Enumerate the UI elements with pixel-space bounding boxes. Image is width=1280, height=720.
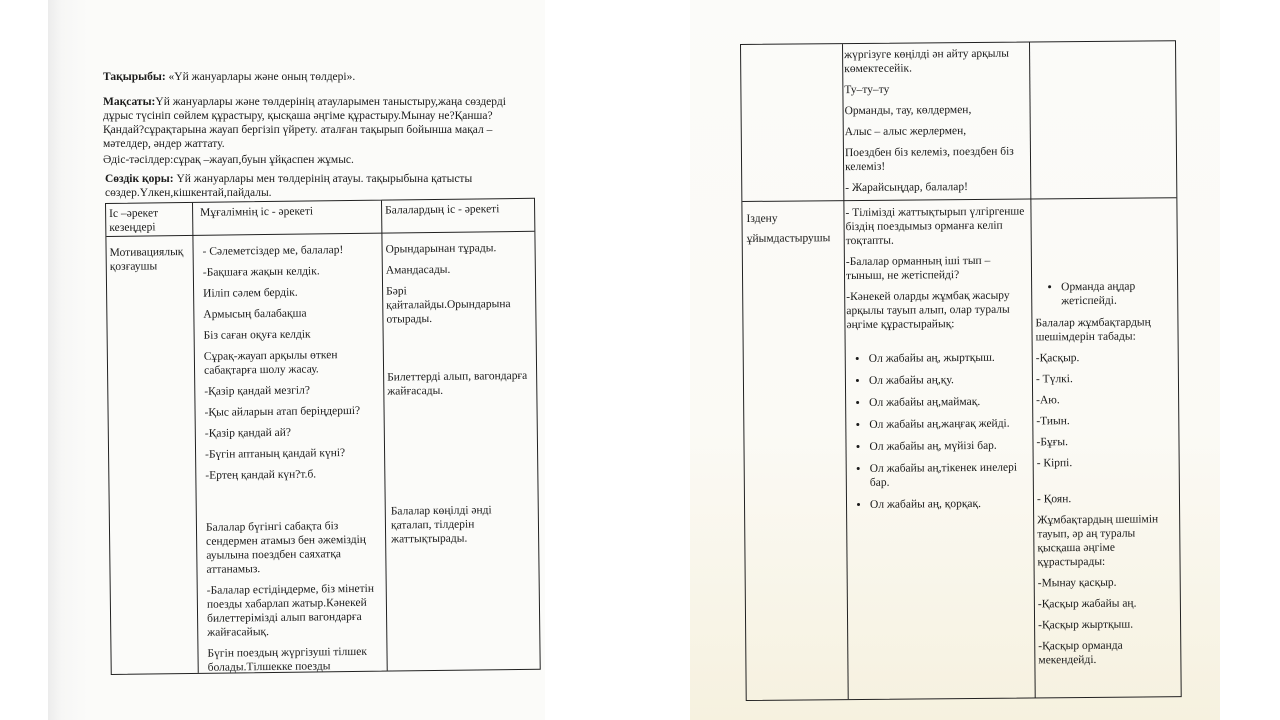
riddle-item: • Ол жабайы аң, қорқақ. xyxy=(870,496,1030,511)
story-line: -Қасқыр жабайы аң. xyxy=(1037,597,1137,611)
header-teacher: Мұғалімнің іс - әрекеті xyxy=(200,205,314,219)
teacher-line: - Жарайсыңдар, балалар! xyxy=(845,181,969,195)
teacher-line: Ту–ту–ту xyxy=(844,83,890,97)
stage-motivational: Мотивациялық қозғаушы xyxy=(109,246,184,273)
riddle-list xyxy=(847,350,1030,512)
riddle-item: • Ол жабайы аң, жыртқыш. xyxy=(869,350,1029,365)
column-divider xyxy=(1029,42,1036,697)
teacher-line: Балалар бүгінгі сабақта біз сендермен атамыз бен әжеміздің ауылына поездбен саяхатқа аттанамыз. xyxy=(205,520,367,576)
teacher-line: Иіліп сәлем бердік. xyxy=(203,286,298,300)
riddle-item: • Ол жабайы аң,жаңғақ жейді. xyxy=(869,416,1029,431)
children-bullet: • Орманда аңдар жетіспейді. xyxy=(1061,279,1173,308)
teacher-line: Армысың балабақша xyxy=(203,307,307,321)
answer-item: -Тиын. xyxy=(1036,415,1070,428)
story-line: -Мынау қасқыр. xyxy=(1037,576,1117,590)
column-divider xyxy=(192,203,199,673)
children-bullet-list xyxy=(1035,279,1173,308)
vocabulary-text: Үй жануарлары мен төлдерінің атауы. тақырыбына қатысты сөздер.Үлкен,кішкентай,пайдалы. xyxy=(105,173,473,199)
teacher-song-block xyxy=(844,47,1027,203)
lesson-table-right xyxy=(740,40,1182,701)
children-line: Амандасады. xyxy=(385,263,451,277)
left-page xyxy=(48,0,545,720)
teacher-line: -Ертең қандай күн?т.б. xyxy=(205,468,317,482)
teacher-column-part1 xyxy=(203,243,382,490)
children-line: Орындарынан тұрады. xyxy=(385,242,497,256)
goal-text: Үй жануарлары және төлдерінің атауларымен таныстыру,жаңа сөздерді дұрыс түсініп сөйлем құрастыру, қысқаша әңгіме құрастыру.Мынау не?Қанша?Қандай?сұрақтарына жауап бергізіп үйрету. аталған тақырып бойынша мақал – мәтелдер, әндер жаттату. xyxy=(103,96,506,150)
teacher-column-part2 xyxy=(206,519,384,682)
answer-item: -Қасқыр. xyxy=(1035,352,1080,365)
teacher-line: -Балалар естідіңдерме, біз мінетін поезды хабарлап жатыр.Кәнекей билеттерімізді алып вагондарға жайғасайық. xyxy=(206,582,375,639)
header-stages: Іс –әрекет кезеңдері xyxy=(109,207,159,234)
teacher-line: -Бақшаға жақын келдік. xyxy=(202,265,320,279)
vocabulary-paragraph xyxy=(105,172,525,200)
teacher-line: -Балалар орманның іші тып – тыныш, не жетіспейді? xyxy=(845,254,991,283)
goal-label: Мақсаты: xyxy=(103,96,156,108)
right-page xyxy=(690,0,1220,720)
methods-line: Әдіс-тәсілдер:сұрақ –жауап,буын ұйқаспен жұмыс. xyxy=(103,154,354,166)
lesson-table-left xyxy=(105,198,541,675)
riddle-item: • Ол жабайы аң,тікенек инелері бар. xyxy=(870,460,1030,489)
vocabulary-label: Сөздік қоры: xyxy=(105,173,174,185)
teacher-line: - Тілімізді жаттықтырып үлгіргенше біздің поездымыз орманға келіп тоқтапты. xyxy=(845,205,1025,248)
teacher-line: Сұрақ-жауап арқылы өткен сабақтарға шолу жасау. xyxy=(203,349,338,377)
children-column-part1 xyxy=(386,241,533,334)
teacher-line: -Қазір қандай ай? xyxy=(204,426,292,440)
stage-search: Іздену ұйымдастырушы xyxy=(746,212,831,245)
teacher-line: Алыс – алыс жерлермен, xyxy=(844,125,967,139)
story-line: -Қасқыр орманда мекендейді. xyxy=(1038,639,1123,667)
teacher-line: Поездбен біз келеміз, поездбен біз келеміз! xyxy=(844,145,1014,174)
children-find-text: Балалар жұмбақтардың шешімдерін табады: xyxy=(1035,316,1151,344)
topic-text: «Үй жануарлары және оның төлдері». xyxy=(168,71,356,83)
answer-item: -Аю. xyxy=(1036,394,1060,407)
children-line: Бәрі қайталайды.Орындарына отырады. xyxy=(386,285,511,326)
answer-item: - Қоян. xyxy=(1036,493,1072,506)
topic-line xyxy=(103,70,523,84)
children-search-block xyxy=(1035,279,1176,674)
teacher-line: -Кәнекей оларды жұмбақ жасыру арқылы тауып алып, олар туралы әңгіме құрастырайық: xyxy=(846,289,1010,332)
teacher-line: жүргізуге көңілді ән айту арқылы көмектесейік. xyxy=(844,47,1009,76)
riddle-item: • Ол жабайы аң,қу. xyxy=(869,372,1029,387)
answer-item: - Кірпі. xyxy=(1036,457,1073,470)
riddle-item: • Ол жабайы аң, мүйізі бар. xyxy=(869,438,1029,453)
children-tickets: Билеттерді алып, вагондарға жайғасады. xyxy=(387,369,528,398)
children-story-intro: Жұмбақтардың шешімін тауып, әр аң туралы қысқаша әңгіме құрастырады: xyxy=(1037,513,1159,569)
teacher-line: - Сәлеметсіздер ме, балалар! xyxy=(202,244,344,258)
teacher-line: Біз саған оқуға келдік xyxy=(203,328,311,342)
teacher-line: -Қыс айларын атап беріңдерші? xyxy=(204,404,361,419)
teacher-line: Орманды, тау, көлдермен, xyxy=(844,103,972,118)
answer-item: -Бұғы. xyxy=(1036,436,1069,449)
teacher-line: -Қазір қандай мезгіл? xyxy=(204,384,311,398)
children-song: Балалар көңілді әнді қаталап, тілдерін жаттықтырады. xyxy=(390,504,492,546)
story-line: -Қасқыр жыртқыш. xyxy=(1038,618,1134,632)
answer-item: - Түлкі. xyxy=(1035,373,1073,386)
teacher-search-block xyxy=(845,204,1030,520)
riddle-item: • Ол жабайы аң,маймақ. xyxy=(869,394,1029,409)
goal-paragraph xyxy=(103,95,523,151)
header-children: Балалардың іс - әрекеті xyxy=(385,203,500,217)
teacher-line: Бүгін поездың жүргізуші тілшек болады.Тілшекке поезды xyxy=(207,645,367,674)
topic-label: Тақырыбы: xyxy=(103,71,166,83)
teacher-line: -Бүгін аптаның қандай күні? xyxy=(205,447,346,461)
